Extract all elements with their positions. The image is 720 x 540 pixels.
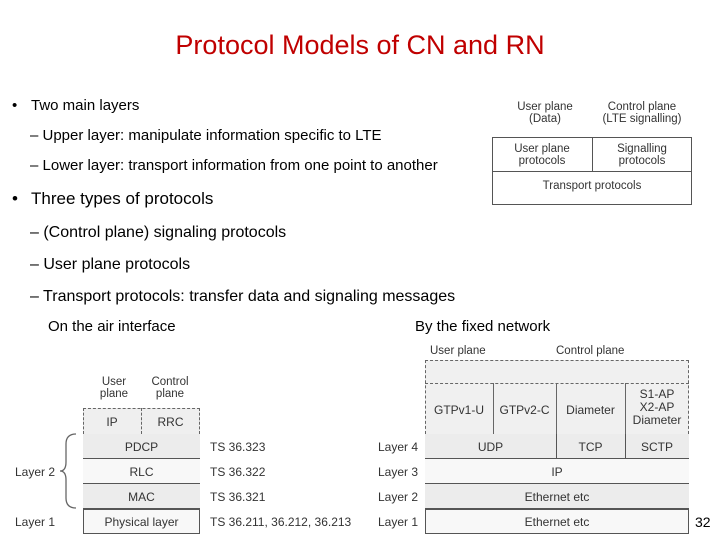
bullet-icon: • <box>12 97 18 114</box>
fig-control-plane-header <box>597 101 687 125</box>
sub-bullet-transport: – Transport protocols: transfer data and signaling messages <box>30 288 456 305</box>
sub-bullet-signaling: – (Control plane) signaling protocols <box>30 224 287 241</box>
fixed-gtpv1u: GTPv1-U <box>433 403 484 417</box>
air-control-plane-line1: Control <box>151 376 189 388</box>
fig-control-plane-sub: (LTE signalling) <box>602 113 682 125</box>
fixed-tcp: TCP <box>578 440 603 454</box>
sub-bullet-upper-layer: – Upper layer: manipulate information specific to LTE <box>30 127 382 144</box>
fig-transport-protocols: Transport protocols <box>542 180 642 192</box>
air-rrc-cell: RRC <box>157 415 184 429</box>
fig-user-plane-sub: (Data) <box>529 113 561 125</box>
fixed-s1ap: S1-AP <box>639 387 675 401</box>
fixed-ip: IP <box>551 465 563 479</box>
fixed-diameter: Diameter <box>566 403 615 417</box>
fig-control-plane-label: Control plane <box>607 101 677 113</box>
fig-signalling-line2: protocols <box>618 155 666 167</box>
slide-title: Protocol Models of CN and RN <box>175 30 545 60</box>
sub-bullet-lower-layer: – Lower layer: transport information from one point to another <box>30 157 438 174</box>
air-rlc-label: RLC <box>129 465 154 479</box>
fig-user-plane-header <box>513 101 577 125</box>
caption-air-interface: On the air interface <box>48 318 176 335</box>
fig-user-protocols-line1: User plane <box>514 143 570 155</box>
air-user-plane-line2: plane <box>99 388 129 400</box>
bullet-two-main-layers: Two main layers <box>31 97 140 114</box>
air-layer2-brace <box>58 432 80 510</box>
fig-signalling-line1: Signalling <box>617 143 667 155</box>
fig-divider-horizontal <box>492 171 692 172</box>
fixed-ethernet-1: Ethernet etc <box>524 490 590 504</box>
air-ts-phy: TS 36.211, 36.212, 36.213 <box>210 515 352 529</box>
fig-user-protocols-line2: protocols <box>518 155 566 167</box>
air-mac-label: MAC <box>128 490 155 504</box>
fig-user-plane-protocols <box>492 143 592 167</box>
fixed-udp: UDP <box>477 440 504 454</box>
fixed-layer2-label: Layer 2 <box>378 490 419 504</box>
fixed-user-plane-header: User plane <box>430 345 486 357</box>
air-layer2-label: Layer 2 <box>15 465 56 479</box>
fig-user-plane-label: User plane <box>517 101 573 113</box>
fixed-x2ap: X2-AP <box>639 400 675 414</box>
air-control-plane-line2: plane <box>155 388 185 400</box>
fixed-diameter-2: Diameter <box>632 413 682 427</box>
air-pdcp-label: PDCP <box>124 440 159 454</box>
fig-signalling-protocols <box>592 143 692 167</box>
bullet-three-types: Three types of protocols <box>31 189 214 208</box>
air-ip-cell: IP <box>106 415 118 429</box>
sub-bullet-user-plane: – User plane protocols <box>30 256 191 273</box>
bullet-icon: • <box>12 189 18 208</box>
fixed-control-plane-header: Control plane <box>556 345 625 357</box>
fixed-ethernet-2: Ethernet etc <box>524 515 590 529</box>
fixed-layer4-label: Layer 4 <box>378 440 419 454</box>
air-ts-pdcp: TS 36.323 <box>210 440 266 454</box>
caption-fixed-network: By the fixed network <box>415 318 551 335</box>
page-number: 32 <box>695 514 711 530</box>
air-user-plane-line1: User <box>101 376 127 388</box>
air-ts-rlc: TS 36.322 <box>210 465 266 479</box>
fixed-upper-dashed-line <box>425 383 689 384</box>
fixed-sctp: SCTP <box>640 440 673 454</box>
fixed-layer3-label: Layer 3 <box>378 465 419 479</box>
fixed-ap-group <box>625 388 689 427</box>
air-layer1-label: Layer 1 <box>15 515 56 529</box>
air-phy-label: Physical layer <box>104 515 179 529</box>
fixed-gtpv2c: GTPv2-C <box>499 403 550 417</box>
air-ts-mac: TS 36.321 <box>210 490 266 504</box>
air-control-plane-header <box>142 376 198 400</box>
fixed-layer1-label: Layer 1 <box>378 515 419 529</box>
air-user-plane-header <box>88 376 140 400</box>
